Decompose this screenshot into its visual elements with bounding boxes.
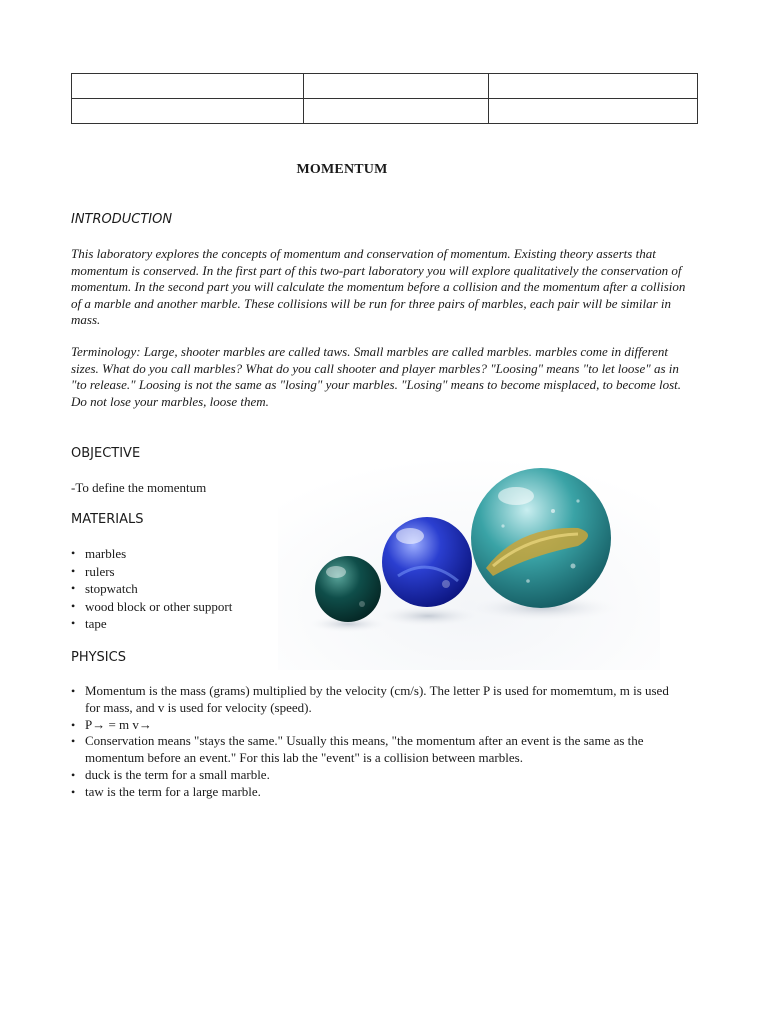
list-item: • duck is the term for a small marble. [71, 767, 683, 784]
table-cell [72, 74, 304, 99]
small-marble [315, 556, 381, 622]
physics-list [71, 683, 683, 801]
table-cell [72, 99, 304, 124]
materials-list [71, 545, 271, 633]
list-item: • P→ = m v→ [71, 717, 683, 734]
table-row [72, 99, 698, 124]
introduction-heading: INTRODUCTION [71, 212, 173, 227]
materials-heading: MATERIALS [71, 512, 144, 527]
header-table [71, 73, 698, 124]
large-marble [471, 468, 611, 608]
objective-text: -To define the momentum [71, 480, 207, 495]
list-item: • stopwatch [71, 580, 271, 598]
terminology-paragraph: Terminology: Large, shooter marbles are called taws. Small marbles are called marbles. marbles come in different sizes. What do you call marbles? What do you call shooter and player marbles? "Loosing" means "to let loose" as in "to release." Loosing is not the same as "losing" your marbles. "Losing" means to become misplaced, to become lost. Do not lose your marbles, loose them. [71, 344, 681, 409]
table-cell [489, 74, 698, 99]
table-cell [304, 99, 489, 124]
medium-marble [382, 517, 472, 607]
marbles-photo [278, 456, 660, 670]
physics-heading: PHYSICS [71, 650, 126, 665]
list-item: • wood block or other support [71, 598, 271, 616]
page-title: MOMENTUM [296, 162, 388, 177]
objective-heading: OBJECTIVE [71, 446, 141, 461]
table-cell [304, 74, 489, 99]
introduction-paragraph: This laboratory explores the concepts of momentum and conservation of momentum. Existing theory asserts that momentum is conserved. In the first part of this two-part laboratory you will explore qualitatively the conservation of momentum. In the second part you will calculate the momentum before a collision and the momentum after a collision of a marble and another marble. These collisions will be run for three pairs of marbles, each pair will be similar in mass. [71, 246, 686, 327]
list-item: • taw is the term for a large marble. [71, 784, 683, 801]
table-row [72, 74, 698, 99]
list-item: • Conservation means "stays the same." Usually this means, "the momentum after an event is the same as the momentum before an event." For this lab the "event" is a collision between marbles. [71, 733, 683, 767]
table-cell [489, 99, 698, 124]
list-item: • Momentum is the mass (grams) multiplied by the velocity (cm/s). The letter P is used for momemtum, m is used for mass, and v is used for velocity (speed). [71, 683, 683, 717]
list-item: • tape [71, 615, 271, 633]
list-item: • rulers [71, 563, 271, 581]
list-item: • marbles [71, 545, 271, 563]
